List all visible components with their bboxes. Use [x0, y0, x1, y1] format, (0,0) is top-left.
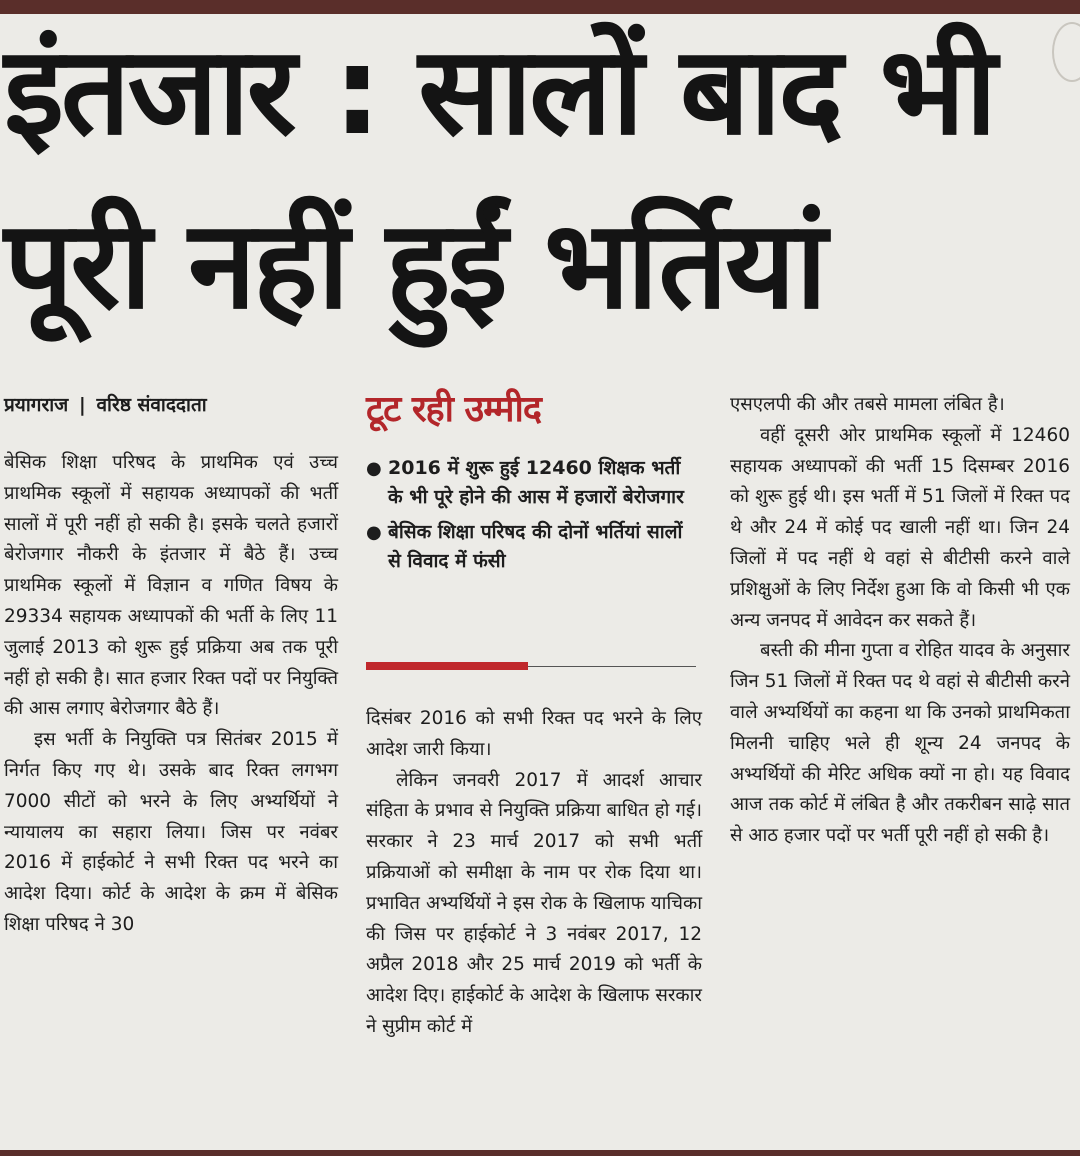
column-2-paragraph-1: दिसंबर 2016 को सभी रिक्त पद भरने के लिए आदेश जारी किया।	[366, 708, 702, 760]
column-2-paragraph-2: लेकिन जनवरी 2017 में आदर्श आचार संहिता के प्रभाव से नियुक्ति प्रक्रिया बाधित हो गई। सरकार ने 23 मार्च 2017 को सभी भर्ती प्रक्रियाओं को समीक्षा के नाम पर रोक दिया था। प्रभावित अभ्यर्थियों ने इस रोक के खिलाफ याचिका की जिस पर हाईकोर्ट ने 3 नवंबर 2017, 12 अप्रैल 2018 और 25 मार्च 2019 को भर्ती के आदेश दिए। हाईकोर्ट के आदेश के खिलाफ सरकार ने सुप्रीम कोर्ट में	[366, 769, 702, 1037]
article-column-2	[366, 704, 702, 1043]
byline-reporter: वरिष्ठ संवाददाता	[96, 394, 207, 416]
divider-accent	[366, 662, 528, 670]
headline-line-2: पूरी नहीं हुईं भर्तियां	[4, 194, 825, 336]
byline-place: प्रयागराज	[4, 394, 69, 416]
divider-rule	[528, 666, 696, 667]
column-1-paragraph-1: बेसिक शिक्षा परिषद के प्राथमिक एवं उच्च प्राथमिक स्कूलों में सहायक अध्यापकों की भर्ती सालों में पूरी नहीं हो सकी है। इसके चलते हजारों बेरोजगार नौकरी के इंतजार में बैठे हैं। उच्च प्राथमिक स्कूलों में विज्ञान व गणित विषय के 29334 सहायक अध्यापकों की भर्ती के लिए 11 जुलाई 2013 को शुरू हुई प्रक्रिया अब तक पूरी नहीं हो सकी है। सात हजार रिक्त पदों पर नियुक्ति की आस लगाए बेरोजगार बैठे हैं।	[4, 452, 338, 720]
sidebar-bullet	[366, 454, 696, 512]
page-curl-mark	[1052, 22, 1080, 82]
sidebar-bullet-text: 2016 में शुरू हुई 12460 शिक्षक भर्ती के भी पूरे होने की आस में हजारों बेरोजगार	[388, 457, 684, 508]
headline-line-1: इंतजार : सालों बाद भी	[4, 20, 994, 162]
article-column-3	[730, 390, 1070, 852]
sidebar-title: टूट रही उम्मीद	[366, 389, 541, 430]
column-3-paragraph-2: वहीं दूसरी ओर प्राथमिक स्कूलों में 12460 सहायक अध्यापकों की भर्ती 15 दिसम्बर 2016 को शुरू हुई थी। इस भर्ती में 51 जिलों में रिक्त पद थे और 24 में कोई पद खाली नहीं था। जिन 24 जिलों में पद नहीं थे वहां से बीटीसी करने वाले प्रशिक्षुओं के लिए निर्देश हुआ कि वो किसी भी एक अन्य जनपद में आवेदन कर सकते हैं।	[730, 424, 1070, 631]
column-3-paragraph-3: बस्ती की मीना गुप्ता व रोहित यादव के अनुसार जिन 51 जिलों में रिक्त पद थे वहां से बीटीसी करने वाले अभ्यर्थियों का कहना था कि उनको प्राथमिकता मिलनी चाहिए भले ही शून्य 24 जनपद के अभ्यर्थियों की मेरिट अधिक क्यों ना हो। यह विवाद आज तक कोर्ट में लंबित है और तकरीबन साढ़े सात से आठ हजार पदों पर भर्ती पूरी नहीं हो सकी है।	[730, 640, 1070, 847]
top-border	[0, 0, 1080, 14]
byline-separator: |	[78, 394, 86, 416]
sidebar-divider	[366, 662, 696, 672]
sidebar-bullets	[366, 454, 696, 582]
bullet-icon: ●	[366, 458, 382, 479]
sidebar-bullet-text: बेसिक शिक्षा परिषद की दोनों भर्तियां सालों से विवाद में फंसी	[388, 521, 683, 572]
sidebar-bullet	[366, 518, 696, 576]
bullet-icon: ●	[366, 522, 382, 543]
byline	[4, 390, 338, 420]
column-3-paragraph-1: एसएलपी की और तबसे मामला लंबित है।	[730, 394, 1005, 415]
column-1-paragraph-2: इस भर्ती के नियुक्ति पत्र सितंबर 2015 में निर्गत किए गए थे। उसके बाद रिक्त लगभग 7000 सीटों को भरने के लिए अभ्यर्थियों ने न्यायालय का सहारा लिया। जिस पर नवंबर 2016 में हाईकोर्ट ने सभी रिक्त पद भरने का आदेश दिया। कोर्ट के आदेश के क्रम में बेसिक शिक्षा परिषद ने 30	[4, 729, 338, 935]
bottom-border	[0, 1150, 1080, 1156]
article-column-1	[4, 390, 338, 941]
